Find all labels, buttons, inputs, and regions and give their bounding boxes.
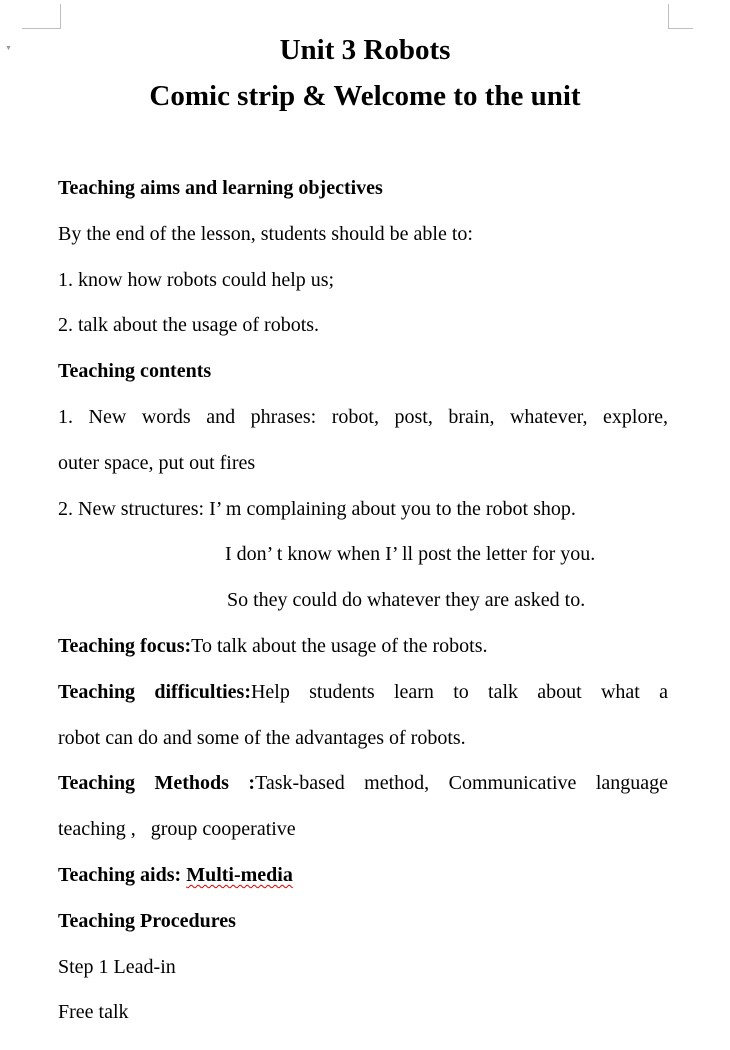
document-title: Unit 3 Robots — [279, 34, 451, 66]
methods-label: Teaching Methods : — [58, 772, 256, 795]
contents-words-line: outer space, put out fires — [58, 451, 256, 474]
methods-line — [58, 761, 668, 807]
structure-sentence: So they could do whatever they are asked to. — [227, 589, 586, 612]
structures-label: 2. New structures: — [58, 497, 210, 520]
paragraph-marker-icon: ▼ — [5, 44, 12, 52]
procedure-activity: Free talk — [58, 1001, 129, 1024]
focus-line — [58, 624, 668, 670]
aims-heading: Teaching aims and learning objectives — [58, 177, 383, 199]
document-subtitle: Comic strip & Welcome to the unit — [149, 80, 581, 112]
difficulties-text-cont: robot can do and some of the advantages of robots. — [58, 726, 466, 749]
aims-item: 2. talk about the usage of robots. — [58, 314, 320, 337]
contents-structures — [58, 487, 668, 533]
focus-label: Teaching focus: — [58, 634, 192, 657]
structure-sentence: I don’ t know when I’ ll post the letter for you. — [225, 543, 596, 566]
contents-heading: Teaching contents — [58, 360, 212, 383]
structure-sentence: I’ m complaining about you to the robot shop. — [209, 497, 576, 520]
procedure-step: Step 1 Lead-in — [58, 955, 176, 978]
focus-text: To talk about the usage of the robots. — [191, 634, 488, 657]
aids-label: Teaching aids: — [58, 863, 187, 886]
difficulties-text: Help students learn to talk about what a — [250, 680, 668, 703]
methods-text: Task-based method, Communicative language — [255, 772, 669, 795]
difficulties-line — [58, 670, 668, 716]
procedures-heading: Teaching Procedures — [58, 909, 236, 932]
page-corner-mark-left — [22, 4, 61, 29]
aids-line — [58, 853, 668, 899]
difficulties-label: Teaching difficulties: — [58, 680, 251, 703]
aims-item: 1. know how robots could help us; — [58, 268, 335, 291]
contents-words-line: 1. New words and phrases: robot, post, brain, whatever, explore, — [58, 405, 668, 428]
methods-text-cont: teaching , group cooperative — [58, 818, 296, 841]
aims-intro: By the end of the lesson, students should be able to: — [58, 222, 473, 245]
aids-text: Multi-media — [186, 863, 293, 886]
document-body — [58, 166, 668, 1036]
page-corner-mark-right — [668, 4, 693, 29]
